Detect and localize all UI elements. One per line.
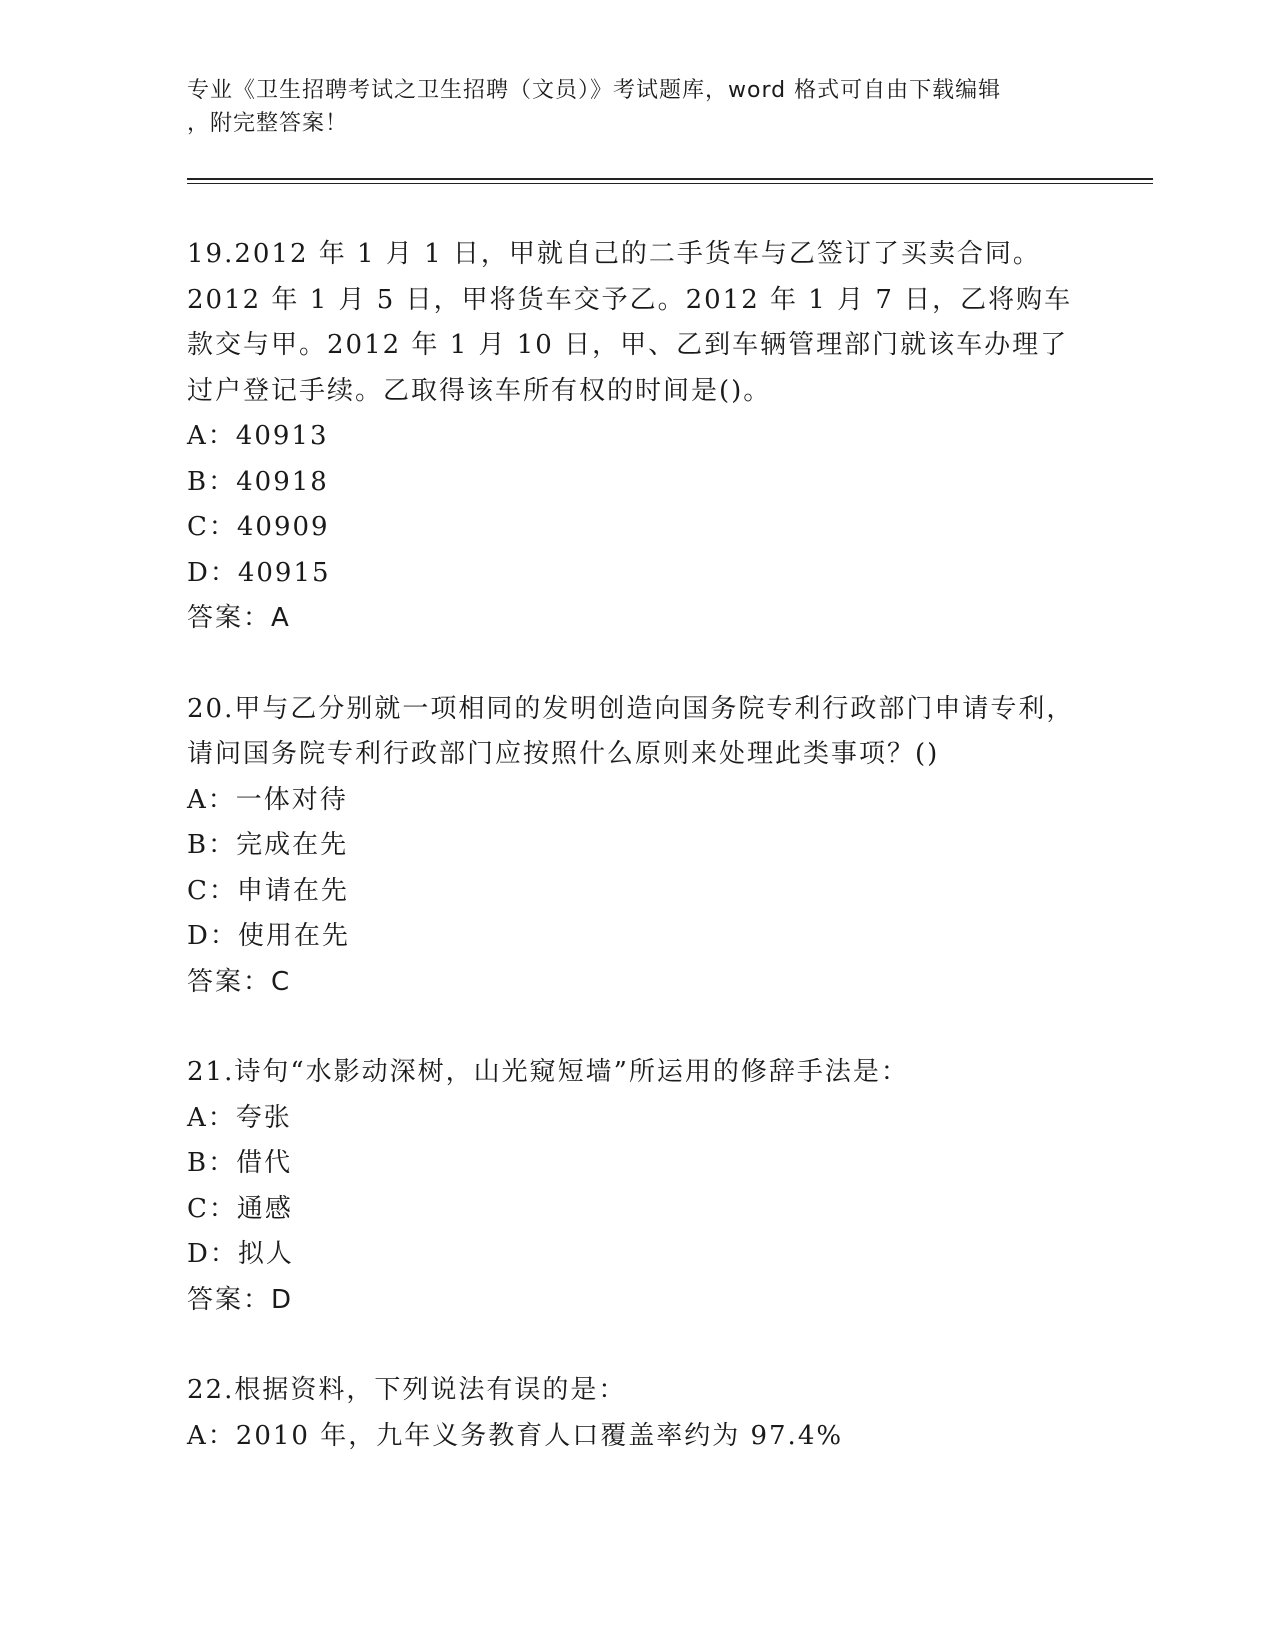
header-divider-thick bbox=[187, 178, 1153, 180]
option-d: D：拟人 bbox=[187, 1239, 294, 1269]
option-c: C：40909 bbox=[187, 512, 330, 542]
option-a: A：一体对待 bbox=[187, 784, 348, 815]
answer: 答案：A bbox=[187, 603, 291, 633]
question-spacer bbox=[187, 1323, 1077, 1368]
question-20 bbox=[187, 687, 1077, 1006]
question-22 bbox=[187, 1368, 1077, 1459]
option-d: D：使用在先 bbox=[187, 921, 350, 951]
option-b: B：40918 bbox=[187, 466, 329, 497]
option-d: D：40915 bbox=[187, 557, 331, 588]
question-stem: 20.甲与乙分别就一项相同的发明创造向国务院专利行政部门申请专利，请问国务院专利行政部门应按照什么原则来处理此类事项？() bbox=[187, 693, 1075, 769]
document-header bbox=[187, 74, 1067, 140]
option-c: C：申请在先 bbox=[187, 875, 349, 906]
question-spacer bbox=[187, 642, 1077, 687]
answer: 答案：C bbox=[187, 966, 292, 997]
question-stem: 19.2012 年 1 月 1 日，甲就自己的二手货车与乙签订了买卖合同。2012 年 1 月 5 日，甲将货车交予乙。2012 年 1 月 7 日，乙将购车款交与甲。2012 年 1 月 10 日，甲、乙到车辆管理部门就该车办理了过户登记手续。乙取得该车所有权的时间是()。 bbox=[187, 239, 1073, 406]
option-b: B：借代 bbox=[187, 1148, 293, 1178]
option-b: B：完成在先 bbox=[187, 830, 349, 860]
option-a: A：2010 年，九年义务教育人口覆盖率约为 97.4% bbox=[187, 1420, 844, 1451]
question-stem: 22.根据资料，下列说法有误的是： bbox=[187, 1375, 627, 1405]
answer: 答案：D bbox=[187, 1284, 294, 1315]
question-spacer bbox=[187, 1005, 1077, 1050]
question-19 bbox=[187, 232, 1077, 642]
header-line-1: 专业《卫生招聘考试之卫生招聘（文员）》考试题库，word 格式可自由下载编辑 bbox=[187, 78, 1002, 103]
question-stem: 21.诗句“水影动深树，山光窥短墙”所运用的修辞手法是： bbox=[187, 1057, 909, 1087]
header-divider-thin bbox=[187, 183, 1153, 184]
question-21 bbox=[187, 1050, 1077, 1323]
option-a: A：40913 bbox=[187, 421, 329, 451]
option-a: A：夸张 bbox=[187, 1102, 292, 1133]
header-line-2: ，附完整答案！ bbox=[187, 111, 349, 136]
question-list bbox=[187, 232, 1077, 1459]
option-c: C：通感 bbox=[187, 1193, 293, 1224]
